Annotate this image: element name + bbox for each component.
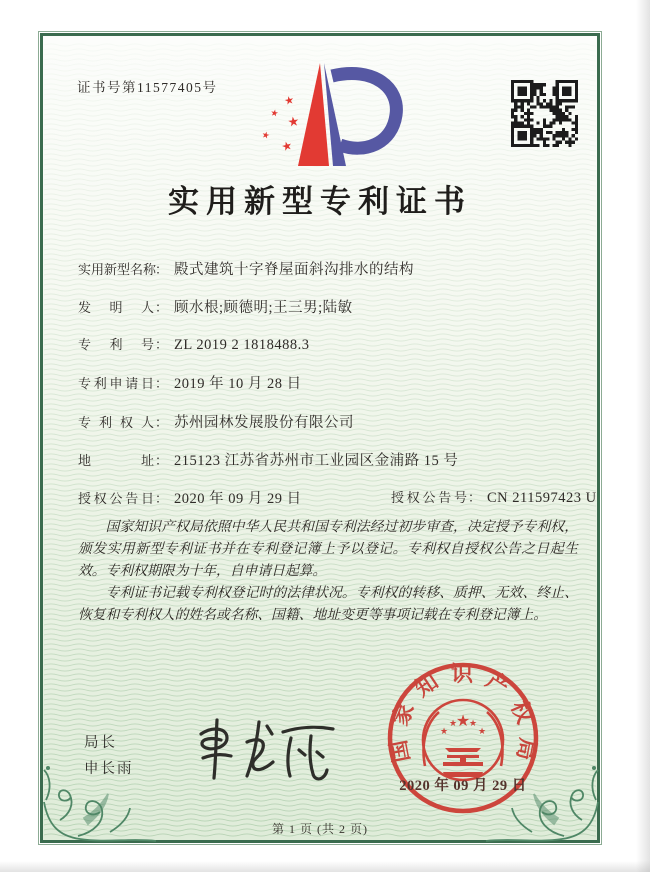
field-row-name bbox=[78, 258, 414, 279]
field-row-address bbox=[78, 449, 458, 470]
field-row-patent-number bbox=[78, 334, 309, 354]
field-colon: ： bbox=[155, 300, 169, 315]
field-label: 授权公告日 bbox=[78, 491, 154, 506]
scan-shadow-right bbox=[636, 0, 650, 872]
field-colon: ： bbox=[155, 262, 169, 277]
svg-text:★: ★ bbox=[286, 114, 301, 131]
field-value-inventors: 顾水根;顾德明;王三男;陆敏 bbox=[174, 300, 353, 316]
svg-text:★: ★ bbox=[269, 108, 280, 120]
field-row-patentee bbox=[78, 411, 354, 432]
field-value-patent-number: ZL 2019 2 1818488.3 bbox=[174, 337, 310, 353]
field-label: 发明人 bbox=[78, 300, 154, 315]
field-value-grant-number: CN 211597423 U bbox=[487, 490, 597, 506]
certificate-title: 实用新型专利证书 bbox=[168, 184, 472, 219]
field-colon: ： bbox=[155, 453, 169, 468]
cnipa-logo-icon bbox=[252, 60, 412, 178]
legal-paragraph-2: 专利证书记载专利权登记时的法律状况。专利权的转移、质押、无效、终止、恢复和专利权人的姓名或名称、国籍、地址变更等事项记载在专利登记簿上。 bbox=[78, 585, 578, 622]
svg-text:★: ★ bbox=[260, 130, 271, 142]
svg-text:★: ★ bbox=[477, 727, 487, 737]
scan-shadow-bottom bbox=[0, 861, 650, 872]
field-label: 地址 bbox=[78, 453, 154, 468]
field-colon: ： bbox=[155, 376, 169, 391]
field-colon: ： bbox=[155, 337, 169, 352]
svg-text:★: ★ bbox=[279, 137, 294, 155]
svg-text:★: ★ bbox=[283, 93, 296, 108]
seal-ring-text: 国家知识产权局 bbox=[385, 661, 541, 765]
field-value-patentee: 苏州园林发展股份有限公司 bbox=[174, 415, 355, 431]
qr-code-icon bbox=[511, 80, 578, 147]
certificate-number: 证书号第11577405号 bbox=[77, 80, 218, 95]
signer-name: 申长雨 bbox=[84, 761, 134, 777]
field-value-address: 215123 江苏省苏州市工业园区金浦路 15 号 bbox=[174, 453, 459, 469]
field-label: 实用新型名称 bbox=[78, 262, 157, 277]
svg-text:★: ★ bbox=[468, 719, 478, 729]
field-colon: ： bbox=[155, 491, 169, 506]
svg-text:★: ★ bbox=[439, 727, 449, 737]
signer-title: 局长 bbox=[84, 735, 117, 751]
legal-paragraph-1: 国家知识产权局依照中华人民共和国专利法经过初步审查，决定授予专利权，颁发实用新型专利证书并在专利登记簿上予以登记。专利权自授权公告之日起生效。专利权期限为十年，自申请日起算。 bbox=[78, 519, 578, 578]
svg-text:★: ★ bbox=[455, 711, 471, 730]
field-label: 授权公告号 bbox=[391, 490, 467, 505]
field-colon: ： bbox=[468, 490, 482, 505]
svg-text:★: ★ bbox=[448, 719, 458, 729]
field-value-grant-date: 2020 年 09 月 29 日 bbox=[174, 491, 302, 507]
field-value-utility-model-name: 殿式建筑十字脊屋面斜沟排水的结构 bbox=[174, 262, 415, 278]
field-label: 专利号 bbox=[78, 337, 154, 352]
field-row-grant bbox=[78, 487, 597, 508]
seal-date: 2020 年 09 月 29 日 bbox=[399, 778, 527, 794]
field-label: 专利申请日 bbox=[78, 376, 154, 391]
field-label: 专利权人 bbox=[78, 415, 154, 430]
national-emblem-icon bbox=[423, 700, 503, 780]
field-value-filing-date: 2019 年 10 月 28 日 bbox=[174, 376, 302, 392]
legal-text-block bbox=[78, 516, 578, 626]
page-number: 第 1 页 (共 2 页) bbox=[272, 822, 368, 836]
director-signature-icon bbox=[183, 712, 341, 786]
field-row-filing-date bbox=[78, 372, 302, 393]
field-row-inventors bbox=[78, 296, 353, 317]
field-colon: ： bbox=[155, 415, 169, 430]
field-grant-number-group bbox=[391, 487, 597, 507]
